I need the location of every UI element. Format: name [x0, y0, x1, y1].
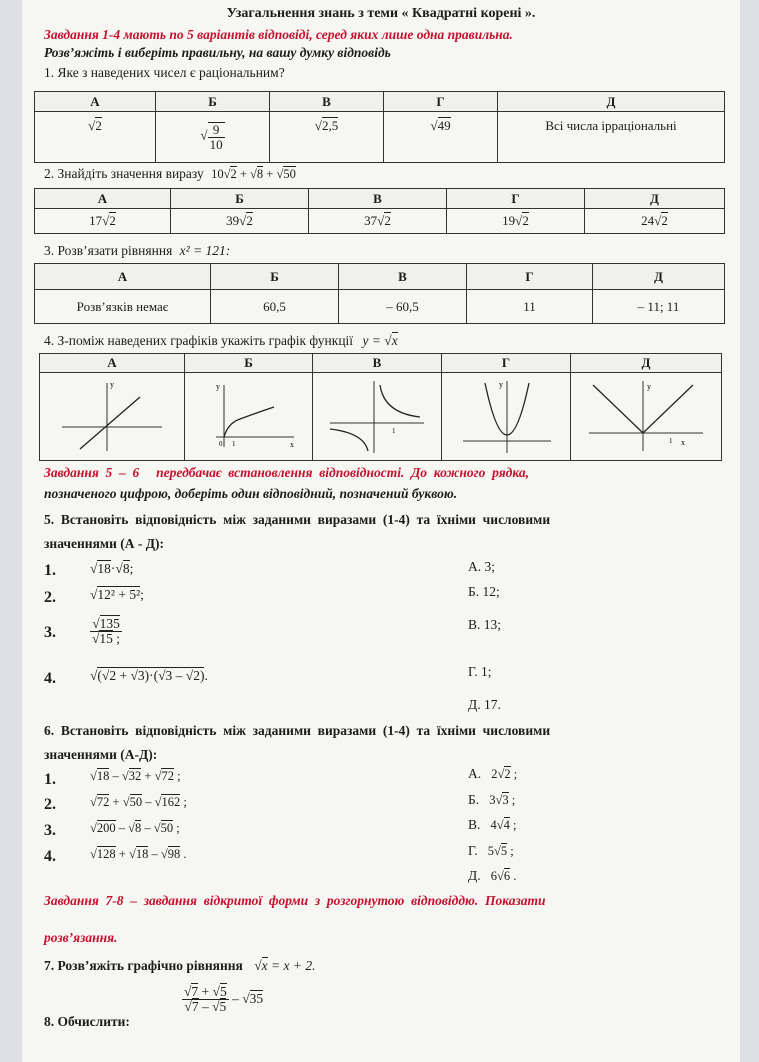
q6-option-a[interactable]: А. 2√2 ;: [468, 766, 518, 781]
q6-text-cont: значеннями (А-Д):: [44, 747, 158, 762]
q1-table: [34, 91, 725, 163]
q1-letter-d: Г: [384, 92, 498, 112]
q3-answer-b[interactable]: 60,5: [211, 290, 339, 324]
q6-expr-2: √72 + √50 – √162 ;: [90, 795, 187, 809]
q6-num-1: 1.: [44, 771, 56, 788]
intro-tasks-1-4: Завдання 1-4 мають по 5 варіантів відповіді, серед яких лише одна правильна.: [44, 27, 513, 42]
q2-letter-b: Б: [171, 189, 309, 209]
q2-answer-a[interactable]: 17√2: [35, 209, 171, 234]
q3-letter-d: Г: [467, 264, 593, 290]
q1-answer-b[interactable]: √ $\frac{9}{10}$: [156, 112, 270, 163]
q2-answer-b[interactable]: 39√2: [171, 209, 309, 234]
q3-answer-c[interactable]: – 60,5: [339, 290, 467, 324]
svg-text:y: y: [215, 381, 220, 391]
q3-letter-b: Б: [211, 264, 339, 290]
q2-table: [34, 188, 725, 234]
q6-expr-4: √128 + √18 – √98 .: [90, 847, 187, 861]
q4-graph-d[interactable]: [442, 373, 571, 461]
q1-answer-c[interactable]: √2,5: [270, 112, 384, 163]
q3-answer-a[interactable]: Розв’язків немає: [35, 290, 211, 324]
worksheet-page: [22, 0, 740, 1062]
svg-text:1: 1: [669, 436, 673, 445]
q4-function: y = √x: [362, 333, 398, 348]
q8-text: 8. Обчислити:: [44, 1014, 130, 1029]
q4-graph-b[interactable]: [185, 373, 313, 461]
intro-tasks-7-8: Завдання 7-8 – завдання відкритої форми з розгорнутою відповіддю. Показати: [44, 893, 546, 908]
q8-expression: $\frac{√7 + √5}{√7 - √5}$ – √35: [184, 984, 264, 1015]
q6-option-d[interactable]: Г. 5√5 ;: [468, 843, 514, 858]
q5-expr-4: √(√2 + √3)·(√3 – √2).: [90, 668, 208, 683]
q1-answer-a[interactable]: √2: [35, 112, 156, 163]
q4-text: 4. З-поміж наведених графіків укажіть графік функції y = √x: [44, 333, 398, 348]
q5-text: 5. Встановіть відповідність між заданими виразами (1-4) та їхніми числовими: [44, 512, 551, 527]
q1-letter-b: Б: [156, 92, 270, 112]
q5-option-d[interactable]: Г. 1;: [468, 664, 492, 679]
q5-expr-3: $\frac{√135}{√15 ;}$: [92, 616, 121, 647]
intro-tasks-7-8-cont: розв’язання.: [44, 930, 118, 945]
svg-text:x: x: [681, 437, 685, 447]
q3-answer-d[interactable]: 11: [467, 290, 593, 324]
q6-expr-1: √18 – √32 + √72 ;: [90, 769, 181, 783]
q4-graph-a[interactable]: [40, 373, 185, 461]
graph-a-linear: [52, 375, 172, 455]
q6-text: 6. Встановіть відповідність між заданими виразами (1-4) та їхніми числовими: [44, 723, 551, 738]
svg-text:y: y: [499, 379, 503, 389]
q5-expr-2: √12² + 5²;: [90, 587, 144, 602]
q2-letter-a: А: [35, 189, 171, 209]
q4-letter-c: В: [313, 354, 442, 373]
graph-e-abs: [581, 375, 711, 455]
q1-letter-e: Д: [498, 92, 725, 112]
svg-text:x: x: [289, 439, 294, 449]
q1-letter-a: А: [35, 92, 156, 112]
q1-text: 1. Яке з наведених чисел є раціональним?: [44, 65, 285, 80]
q3-answer-e[interactable]: – 11; 11: [593, 290, 725, 324]
intro-instructions: Розв’яжіть і виберіть правильну, на вашу думку відповідь: [44, 45, 391, 60]
q6-num-3: 3.: [44, 822, 56, 839]
intro-tasks-5-6-cont: позначеного цифрою, доберіть один відповідний, позначений буквою.: [44, 486, 458, 501]
q2-expression: 10√2 + √8 + √50: [211, 167, 296, 181]
q5-option-a[interactable]: А. 3;: [468, 559, 495, 574]
q3-letter-c: В: [339, 264, 467, 290]
q2-answer-e[interactable]: 24√2: [585, 209, 725, 234]
q6-num-4: 4.: [44, 848, 56, 865]
svg-text:1: 1: [231, 439, 235, 448]
q6-num-2: 2.: [44, 796, 56, 813]
q5-option-e[interactable]: Д. 17.: [468, 697, 501, 712]
q6-option-e[interactable]: Д. 6√6 .: [468, 868, 517, 883]
q3-text: 3. Розв’язати рівняння x² = 121:: [44, 243, 231, 258]
q2-letter-e: Д: [585, 189, 725, 209]
q5-num-1: 1.: [44, 562, 56, 579]
q5-option-b[interactable]: Б. 12;: [468, 584, 500, 599]
q4-table: [39, 353, 722, 461]
graph-c-hyperbola: [322, 375, 432, 455]
q4-letter-d: Г: [442, 354, 571, 373]
q2-letter-c: В: [309, 189, 447, 209]
q1-answer-d[interactable]: √49: [384, 112, 498, 163]
q3-table: [34, 263, 725, 324]
q5-num-3: 3.: [44, 624, 56, 641]
q3-letter-e: Д: [593, 264, 725, 290]
svg-text:0: 0: [218, 439, 222, 448]
q5-option-c[interactable]: В. 13;: [468, 617, 502, 632]
svg-text:y: y: [647, 381, 651, 391]
q2-answer-d[interactable]: 19√2: [447, 209, 585, 234]
q2-answer-c[interactable]: 37√2: [309, 209, 447, 234]
page-title: Узагальнення знань з теми « Квадратні корені ».: [226, 6, 536, 21]
q7-text: 7. Розв’яжіть графічно рівняння √x = x + 2.: [44, 958, 316, 973]
q5-expr-1: √18·√8;: [90, 561, 134, 576]
q6-option-c[interactable]: В. 4√4 ;: [468, 817, 517, 832]
q5-text-cont: значеннями (А - Д):: [44, 536, 164, 551]
q4-letter-b: Б: [185, 354, 313, 373]
q1-answer-e[interactable]: Всі числа ірраціональні: [498, 112, 725, 163]
q6-expr-3: √200 – √8 – √50 ;: [90, 821, 180, 835]
q5-num-4: 4.: [44, 670, 56, 687]
q6-option-b[interactable]: Б. 3√3 ;: [468, 792, 516, 807]
q7-equation: √x = x + 2.: [254, 958, 316, 973]
q5-num-2: 2.: [44, 589, 56, 606]
graph-d-parabola: [451, 375, 561, 455]
svg-text:1: 1: [392, 426, 396, 435]
q4-letter-a: А: [40, 354, 185, 373]
q3-letter-a: А: [35, 264, 211, 290]
svg-text:y: y: [110, 379, 114, 389]
q4-letter-e: Д: [571, 354, 722, 373]
q2-text: 2. Знайдіть значення виразу 10√2 + √8 + √50: [44, 166, 296, 181]
intro-tasks-5-6: Завдання 5 – 6 передбачає встановлення відповідності. До кожного рядка,: [44, 465, 529, 480]
q1-letter-c: В: [270, 92, 384, 112]
q2-letter-d: Г: [447, 189, 585, 209]
q4-graph-c[interactable]: [313, 373, 442, 461]
graph-b-sqrt: [194, 375, 304, 455]
q3-equation: x² = 121:: [179, 243, 231, 258]
q4-graph-e[interactable]: [571, 373, 722, 461]
